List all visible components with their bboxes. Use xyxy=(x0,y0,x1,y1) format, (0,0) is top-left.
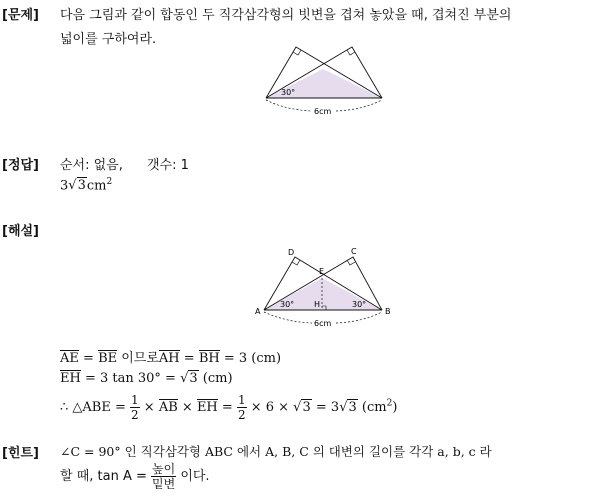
angle-right-label: 30° xyxy=(352,300,367,309)
solution-label: [해설] xyxy=(2,224,39,239)
solution-figure xyxy=(252,244,402,334)
hint-line2: 할 때, tan A = $\frac{\text{높이}}{\text{밑변}}$ 이다. xyxy=(60,462,210,491)
answer-label: [정답] xyxy=(2,158,39,173)
point-a-label: A xyxy=(255,307,261,316)
solution-line1: AE = BE 이므로AH = BH = 3 (cm) xyxy=(60,351,282,366)
length-label: 6cm xyxy=(314,107,332,116)
solution-line3: ∴ △ABE = $\frac{1}{2}$ × AB × EH = $\frac{1}{2}$ × 6 × √3 = 3√3 $(cm^2)$ xyxy=(60,393,398,422)
right-angle-mark-c xyxy=(347,260,355,265)
angle-left-label: 30° xyxy=(280,300,295,309)
length-label: 6cm xyxy=(314,319,332,328)
answer-value: $3√3cm^2$ xyxy=(60,177,113,194)
point-h-label: H xyxy=(314,300,321,309)
problem-label: [문제] xyxy=(2,8,39,23)
problem-text-line1: 다음 그림과 같이 합동인 두 직각삼각형의 빗변을 겹쳐 놓았을 때, 겹쳐진 부분의 xyxy=(60,8,512,23)
problem-figure xyxy=(262,40,392,120)
point-e-label: E xyxy=(319,267,325,276)
answer-count: 갯수: 1 xyxy=(147,158,189,173)
hint-label: [힌트] xyxy=(2,446,39,461)
solution-line2: EH = 3 tan 30° = √3 (cm) xyxy=(60,371,233,386)
angle-label: 30° xyxy=(281,88,296,97)
point-c-label: C xyxy=(351,247,357,256)
hint-line1: ∠C = 90° 인 직각삼각형 ABC 에서 A, B, C 의 대변의 길이를 각각 a, b, c 라 xyxy=(60,444,492,459)
point-d-label: D xyxy=(288,248,295,257)
point-b-label: B xyxy=(385,307,391,316)
problem-text-line2: 넓이를 구하여라. xyxy=(60,32,157,47)
answer-order: 순서: 없음, xyxy=(60,158,123,173)
